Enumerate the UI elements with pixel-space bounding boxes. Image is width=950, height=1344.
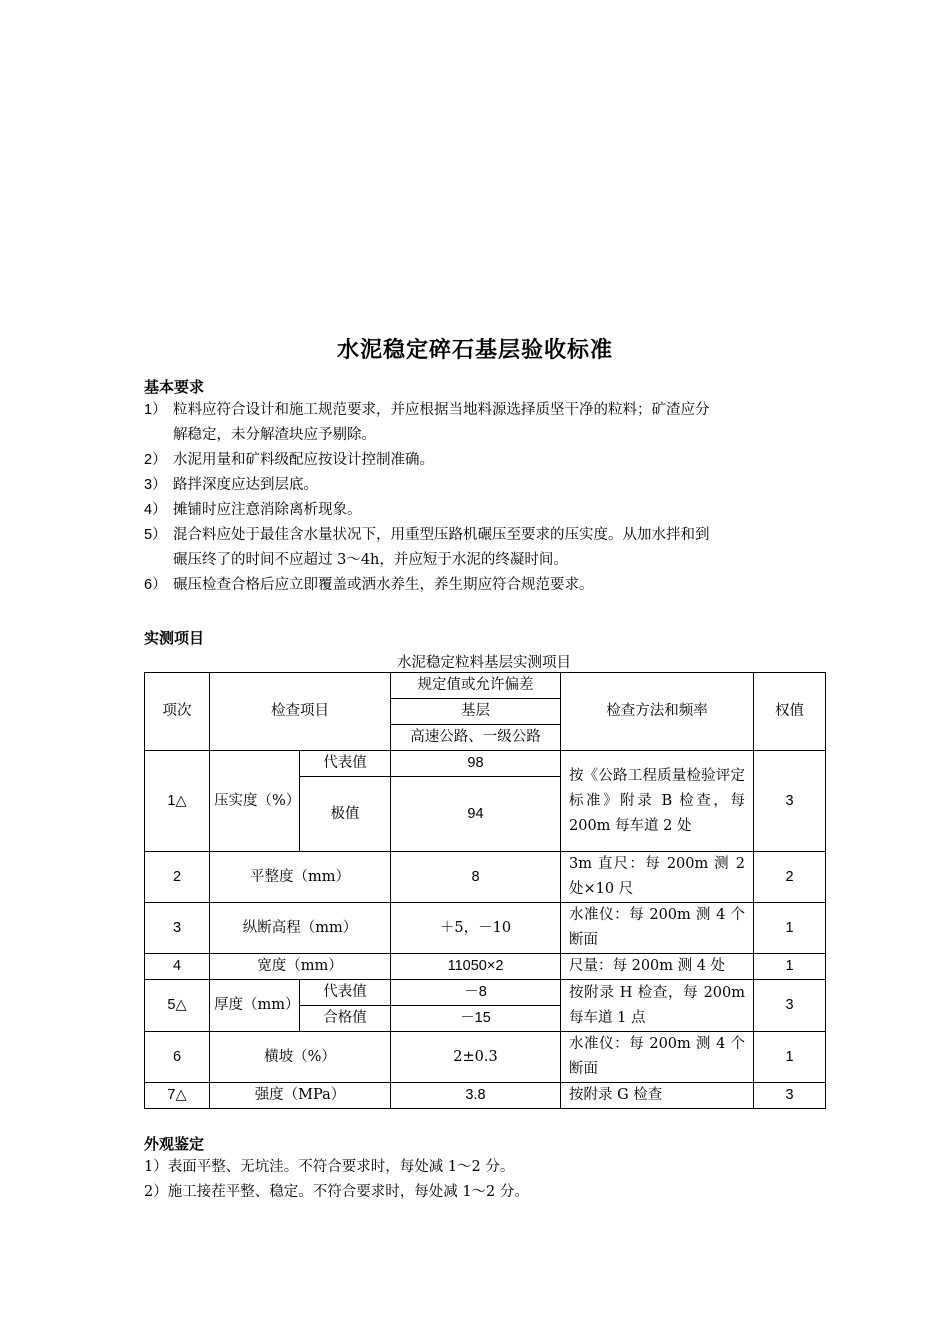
requirement-number: 3） [144,477,167,493]
row-value: 11050×2 [391,954,561,980]
requirement-number: 6） [144,577,167,593]
row-subitem: 极值 [300,777,391,852]
row-seq: 1△ [145,751,210,852]
row-value: 2±0.3 [391,1032,561,1083]
row-weight: 1 [754,1032,826,1083]
table-row [145,903,826,954]
requirement-item-1 [144,398,814,448]
requirement-text: 碾压检查合格后应立即覆盖或洒水养生，养生期应符合规范要求。 [173,577,594,593]
row-method: 按附录 H 检查，每 200m 每车道 1 点 [561,980,754,1032]
row-subitem: 合格值 [300,1006,391,1032]
requirement-text: 混合料应处于最佳含水量状况下，用重型压路机碾压至要求的压实度。从加水拌和到 [173,527,710,543]
requirement-number: 5） [144,527,167,543]
header-seq: 项次 [145,673,210,751]
row-seq: 2 [145,852,210,903]
requirement-text: 水泥用量和矿料级配应按设计控制准确。 [173,452,434,468]
requirement-text: 粒料应符合设计和施工规范要求，并应根据当地料源选择质坚干净的粒料；矿渣应分 [173,402,710,418]
header-road-class: 高速公路、一级公路 [391,725,561,751]
row-weight: 1 [754,954,826,980]
row-value: 8 [391,852,561,903]
table-row [145,1083,826,1109]
appearance-heading: 外观鉴定 [144,1135,205,1153]
row-method: 按附录 G 检查 [561,1083,754,1109]
table-row [145,1032,826,1083]
row-item: 厚度（mm） [210,980,300,1032]
measured-items-heading: 实测项目 [144,629,205,647]
table-caption: 水泥稳定粒料基层实测项目 [397,655,571,671]
row-item: 压实度（%） [210,751,300,852]
row-value: 3.8 [391,1083,561,1109]
row-weight: 3 [754,980,826,1032]
row-item: 纵断高程（mm） [210,903,391,954]
row-value: －8 [391,980,561,1006]
row-weight: 3 [754,1083,826,1109]
row-value: －15 [391,1006,561,1032]
appearance-item-2: 2）施工接茬平整、稳定。不符合要求时，每处减 1～2 分。 [144,1184,529,1200]
row-value: ＋5，－10 [391,903,561,954]
requirement-text-continued: 解稳定，未分解渣块应予剔除。 [173,427,376,443]
header-weight: 权值 [754,673,826,751]
row-subitem: 代表值 [300,751,391,777]
requirement-item-2 [144,448,814,473]
row-weight: 1 [754,903,826,954]
requirement-item-5 [144,523,814,573]
requirement-text: 摊铺时应注意消除离析现象。 [173,502,362,518]
row-seq: 7△ [145,1083,210,1109]
header-spec: 规定值或允许偏差 [391,673,561,699]
requirement-item-3 [144,473,814,498]
row-method: 水准仪：每 200m 测 4 个断面 [561,1032,754,1083]
table-row [145,980,826,1006]
row-value: 94 [391,777,561,852]
header-method: 检查方法和频率 [561,673,754,751]
header-item: 检查项目 [210,673,391,751]
measured-items-table [144,672,826,1109]
row-item: 横坡（%） [210,1032,391,1083]
requirement-number: 1） [144,402,167,418]
header-base: 基层 [391,699,561,725]
document-title: 水泥稳定碎石基层验收标准 [336,338,613,363]
row-subitem: 代表值 [300,980,391,1006]
appearance-item-1: 1）表面平整、无坑洼。不符合要求时，每处减 1～2 分。 [144,1159,515,1175]
row-item: 宽度（mm） [210,954,391,980]
requirement-text-continued: 碾压终了的时间不应超过 3～4h，并应短于水泥的终凝时间。 [173,552,568,568]
row-seq: 4 [145,954,210,980]
table-row [145,954,826,980]
row-method: 3m 直尺：每 200m 测 2 处×10 尺 [561,852,754,903]
row-seq: 6 [145,1032,210,1083]
row-seq: 5△ [145,980,210,1032]
row-weight: 2 [754,852,826,903]
row-item: 强度（MPa） [210,1083,391,1109]
row-method: 尺量：每 200m 测 4 处 [561,954,754,980]
basic-requirements-heading: 基本要求 [144,378,205,396]
requirement-item-6 [144,573,814,598]
row-item: 平整度（mm） [210,852,391,903]
requirement-number: 4） [144,502,167,518]
row-method: 水准仪：每 200m 测 4 个断面 [561,903,754,954]
table-row [145,751,826,777]
row-weight: 3 [754,751,826,852]
requirement-number: 2） [144,452,167,468]
row-method: 按《公路工程质量检验评定标准》附录 B 检查，每 200m 每车道 2 处 [561,751,754,852]
requirement-text: 路拌深度应达到层底。 [173,477,318,493]
requirement-item-4 [144,498,814,523]
row-seq: 3 [145,903,210,954]
table-row [145,852,826,903]
row-value: 98 [391,751,561,777]
